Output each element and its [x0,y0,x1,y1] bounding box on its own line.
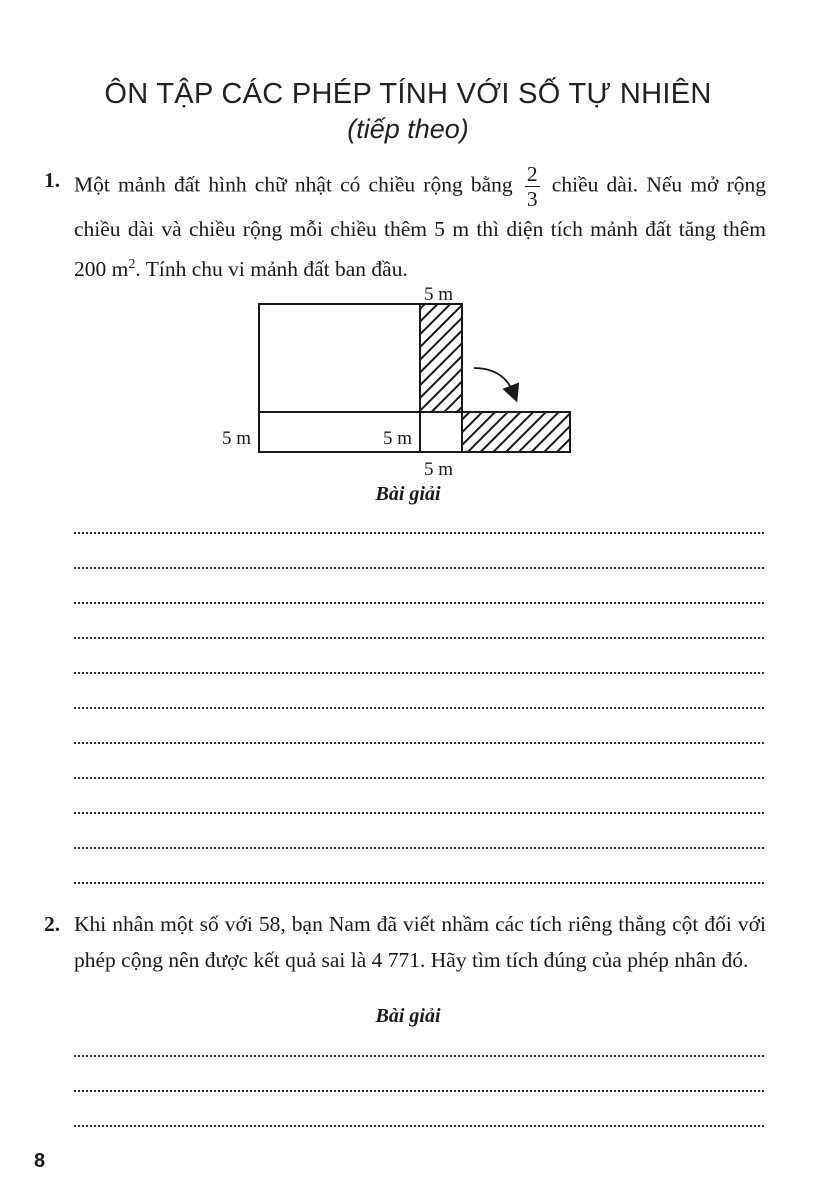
answer-line[interactable] [74,637,764,639]
area-superscript: 2 [128,257,136,272]
page-number: 8 [34,1150,46,1172]
answer-line[interactable] [74,777,764,779]
solution-heading-2: Bài giải [375,1005,441,1027]
problem-1-number: 1. [44,168,61,192]
problem-1-text-end: . Tính chu vi mảnh đất ban đầu. [135,257,408,282]
solution-heading-1: Bài giải [375,483,441,505]
answer-line[interactable] [74,672,764,674]
original-land-rect [259,304,420,412]
answer-line[interactable] [74,1125,764,1127]
corner-square [420,412,462,452]
page-subtitle: (tiếp theo) [347,114,469,144]
fraction-two-thirds [525,162,540,211]
answer-line[interactable] [74,567,764,569]
label-top-5m: 5 m [424,284,454,305]
problem-1 [44,162,767,287]
answer-line[interactable] [74,812,764,814]
problem-1-text-middle: chiều dài. Nếu mở rộng chiều dài và chiều rộng mỗi chiều thêm 5 m thì diện tích mảnh đất tăng thêm 200 m [74,172,767,282]
label-bottom-5m: 5 m [424,459,454,480]
answer-line[interactable] [74,532,764,534]
label-left-5m: 5 m [222,428,252,449]
answer-line[interactable] [74,707,764,709]
land-expansion-diagram [0,282,816,482]
page-title: ÔN TẬP CÁC PHÉP TÍNH VỚI SỐ TỰ NHIÊN [104,78,712,110]
fraction-denominator: 3 [526,187,538,211]
problem-1-text-start: Một mảnh đất hình chữ nhật có chiều rộng bằng [74,172,513,197]
curved-arrow [474,368,514,394]
answer-line[interactable] [74,742,764,744]
problem-2-number: 2. [44,912,61,936]
problem-2 [44,906,766,978]
answer-line[interactable] [74,847,764,849]
answer-line[interactable] [74,882,764,884]
hatched-vertical-strip [420,304,462,412]
fraction-numerator: 2 [526,162,538,186]
hatched-moved-strip [462,412,570,452]
answer-line[interactable] [74,1090,764,1092]
problem-2-text: Khi nhân một số với 58, bạn Nam đã viết nhầm các tích riêng thẳng cột đối với phép cộng nên được kết quả sai là 4 771. Hãy tìm tích đúng của phép nhân đó. [74,912,766,972]
label-middle-5m: 5 m [383,428,413,449]
answer-line[interactable] [74,1055,764,1057]
answer-line[interactable] [74,602,764,604]
